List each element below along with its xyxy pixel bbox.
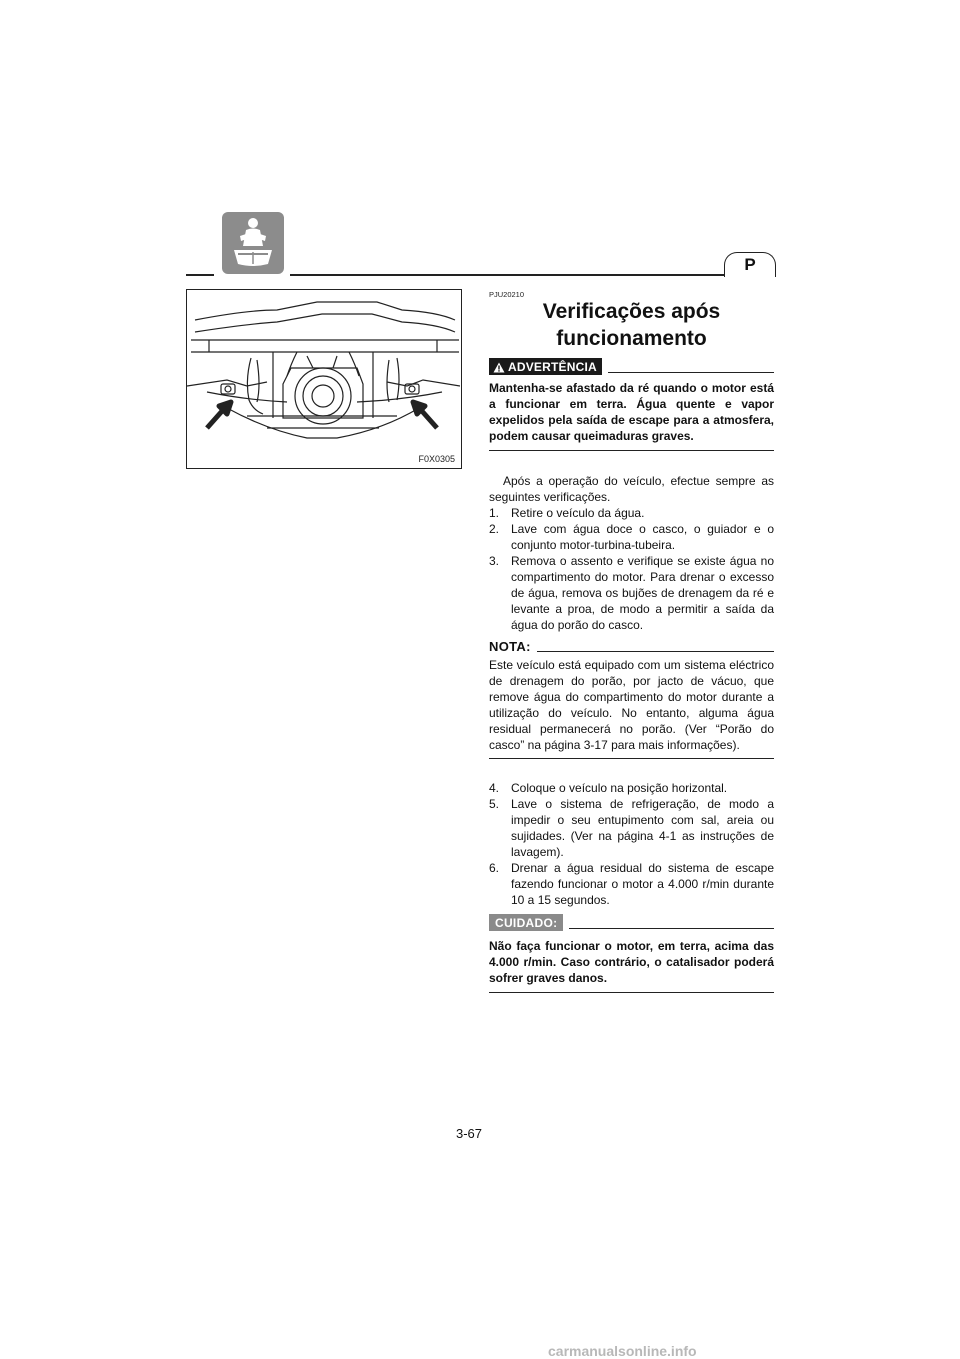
steps-list-b	[489, 780, 774, 908]
page-number: 3-67	[456, 1126, 483, 1141]
section-tab-icon	[222, 212, 284, 274]
warning-text: Mantenha-se afastado da ré quando o motor está a funcionar em terra. Água quente e vapor expelidos pela saída de escape para a atmosfera, podem causar queimaduras graves.	[489, 381, 774, 443]
list-item: 5. Lave o sistema de refrigeração, de modo a impedir o seu entupimento com sal, areia ou sujidades. (Ver na página 4-1 as instruções de lavagem).	[489, 797, 774, 859]
header-rule-left	[186, 274, 214, 276]
list-item: 6. Drenar a água residual do sistema de escape fazendo funcionar o motor a 4.000 r/min durante 10 a 15 segundos.	[489, 861, 774, 907]
header-rule-right	[290, 274, 774, 276]
language-badge: P	[724, 252, 776, 277]
caution-block	[489, 914, 774, 993]
note-label: NOTA:	[489, 639, 531, 654]
personal-watercraft-rider-icon	[222, 212, 284, 274]
warning-label-text: ADVERTÊNCIA	[508, 360, 597, 374]
figure-drain-plugs	[186, 289, 462, 469]
figure-code: F0X0305	[418, 454, 455, 464]
list-item: 4. Coloque o veículo na posição horizontal.	[489, 781, 728, 795]
warning-block	[489, 358, 774, 451]
list-item: 1. Retire o veículo da água.	[489, 506, 645, 520]
list-item: 3. Remova o assento e verifique se existe água no compartimento do motor. Para drenar o excesso de água, remova os bujões de drenagem da ré e levante a proa, de modo a permitir a saída da água do porão do casco.	[489, 554, 774, 632]
steps-list-a	[489, 505, 774, 633]
intro-block	[489, 473, 774, 633]
steps-block-b	[489, 780, 774, 908]
watermark: carmanualsonline.info	[548, 1343, 697, 1359]
warning-triangle-icon	[493, 362, 505, 373]
section-title: Verificações após funcionamento	[542, 300, 721, 350]
caution-text: Não faça funcionar o motor, em terra, acima das 4.000 r/min. Caso contrário, o catalisador poderá sofrer graves danos.	[489, 939, 774, 985]
note-block	[489, 639, 774, 759]
caution-label: CUIDADO:	[489, 914, 563, 931]
intro-text: Após a operação do veículo, efectue sempre as seguintes verificações.	[489, 474, 774, 504]
warning-label	[489, 358, 602, 375]
document-code: PJU20210	[489, 290, 525, 299]
note-text: Este veículo está equipado com um sistema eléctrico de drenagem do porão, por jacto de vácuo, que remove água do compartimento do motor durante a utilização do veículo. No entanto, alguma água residual permanecerá no porão. (Ver “Porão do casco” na página 3-17 para mais informações).	[489, 658, 774, 752]
list-item: 2. Lave com água doce o casco, o guiador e o conjunto motor-turbina-tubeira.	[489, 522, 774, 552]
drain-plugs-illustration	[187, 290, 460, 467]
